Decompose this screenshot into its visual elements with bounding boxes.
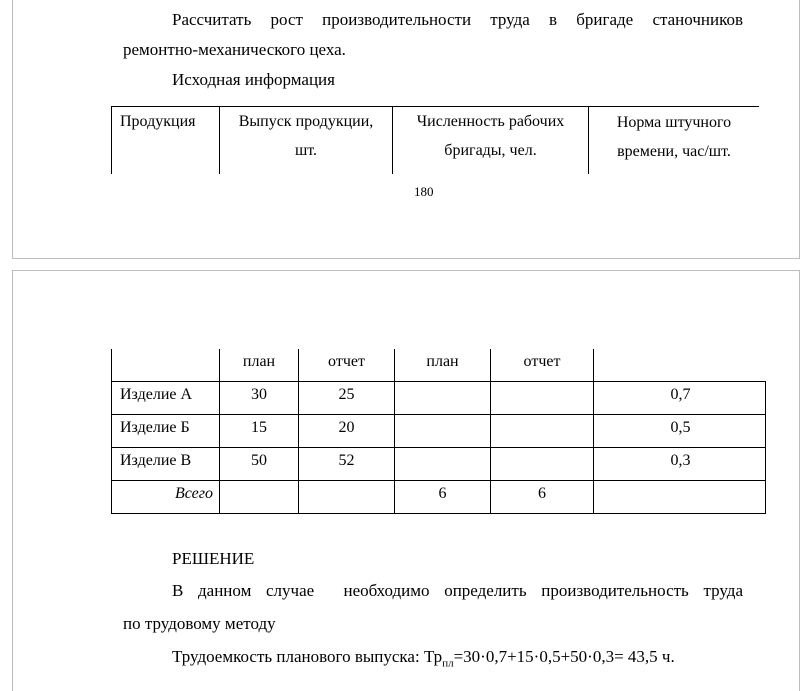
row-workers-plan xyxy=(395,448,491,481)
row-workers-report xyxy=(491,415,594,448)
row-workers-plan xyxy=(395,415,491,448)
total-workers-report: 6 xyxy=(491,481,594,514)
subheader-report-workers: отчет xyxy=(491,349,594,382)
header-workers-line2: бригады, чел. xyxy=(444,142,537,159)
subheader-plan-workers: план xyxy=(395,349,491,382)
row-output-plan: 15 xyxy=(220,415,299,448)
row-name: Изделие В xyxy=(112,448,220,481)
table-row xyxy=(112,415,766,448)
formula-prefix: Трудоемкость планового выпуска: Тр xyxy=(172,647,443,666)
total-label: Всего xyxy=(112,481,220,514)
task-text-line-2: ремонтно-механического цеха. xyxy=(123,40,346,59)
row-name: Изделие А xyxy=(112,382,220,415)
row-norm: 0,7 xyxy=(594,382,766,415)
row-workers-plan xyxy=(395,382,491,415)
table-row xyxy=(112,448,766,481)
table-row xyxy=(112,382,766,415)
header-cell-workers xyxy=(393,107,589,175)
row-workers-report xyxy=(491,382,594,415)
total-output-report xyxy=(299,481,395,514)
source-table-body xyxy=(111,349,766,514)
row-output-plan: 30 xyxy=(220,382,299,415)
header-norm-line1: Норма штучного xyxy=(616,114,732,131)
subheader-plan-output: план xyxy=(220,349,299,382)
formula-rest: =30·0,7+15·0,5+50·0,3= 43,5 ч. xyxy=(453,647,675,666)
row-output-report: 20 xyxy=(299,415,395,448)
header-norm-line2: времени, час/шт. xyxy=(617,143,731,160)
page-number: 180 xyxy=(414,184,434,199)
row-output-plan: 50 xyxy=(220,448,299,481)
header-workers-line1: Численность рабочих xyxy=(416,113,565,130)
total-workers-plan: 6 xyxy=(395,481,491,514)
table-row-total xyxy=(112,481,766,514)
formula-line xyxy=(172,647,675,673)
solution-line-1: В данном случае необходимо определить производительность труда xyxy=(172,581,743,600)
page-gap xyxy=(0,259,810,270)
source-table-header xyxy=(111,106,759,174)
header-product-label: Продукция xyxy=(120,113,196,130)
subheader-report-output: отчет xyxy=(299,349,395,382)
header-output-line1: Выпуск продукции, xyxy=(238,113,374,130)
subheader-norm-empty xyxy=(594,349,766,382)
total-norm xyxy=(594,481,766,514)
row-output-report: 52 xyxy=(299,448,395,481)
solution-line-2: по трудовому методу xyxy=(123,614,276,633)
row-norm: 0,5 xyxy=(594,415,766,448)
header-cell-product xyxy=(112,107,220,175)
row-norm: 0,3 xyxy=(594,448,766,481)
row-workers-report xyxy=(491,448,594,481)
header-cell-norm xyxy=(589,107,760,175)
source-heading: Исходная информация xyxy=(172,70,335,89)
row-name: Изделие Б xyxy=(112,415,220,448)
formula-subscript: пл xyxy=(442,657,454,670)
row-output-report: 25 xyxy=(299,382,395,415)
task-text-line-1: Рассчитать рост производительности труда в бригаде станочников xyxy=(172,10,743,29)
subheader-empty xyxy=(112,349,220,382)
total-output-plan xyxy=(220,481,299,514)
header-output-line2: шт. xyxy=(294,142,318,159)
solution-heading: РЕШЕНИЕ xyxy=(172,549,255,568)
header-cell-output xyxy=(220,107,393,175)
